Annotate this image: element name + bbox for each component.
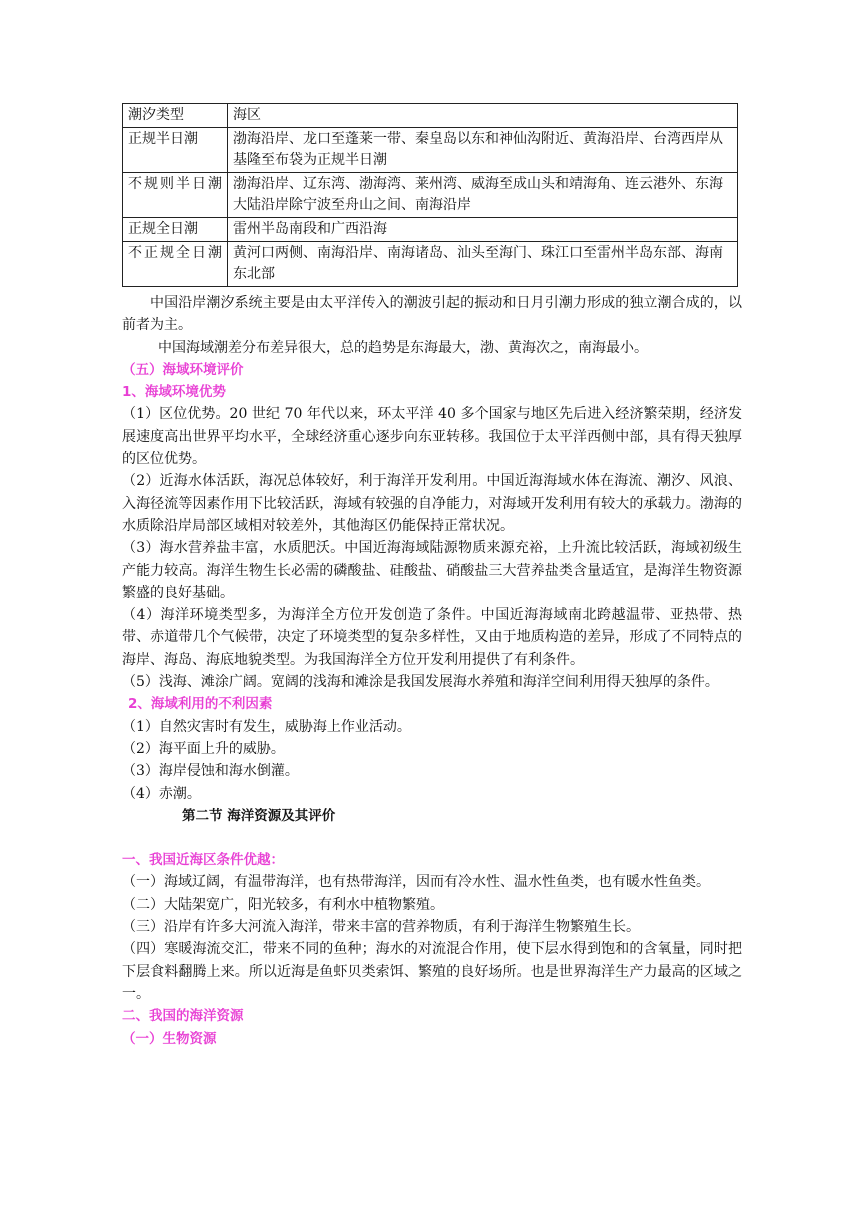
table-header-cell: 海区 [228, 104, 738, 128]
table-header-row [123, 104, 738, 128]
list-item: （四）寒暖海流交汇，带来不同的鱼种；海水的对流混合作用，使下层水得到饱和的含氧量，同时把下层食料翻腾上来。所以近海是鱼虾贝类索饵、繁殖的良好场所。也是世界海洋生产力最高的区域之一。 [122, 941, 742, 1002]
spacer [122, 827, 742, 849]
table-cell-type: 正规半日潮 [123, 128, 228, 173]
table-row [123, 128, 738, 173]
section-title: 第二节 海洋资源及其评价 [182, 807, 336, 824]
table-row [123, 173, 738, 218]
subsection-heading: 1、海域环境优势 [122, 384, 226, 401]
list-item: （4）海洋环境类型多，为海洋全方位开发创造了条件。中国近海海域南北跨越温带、亚热带、热带、赤道带几个气候带，决定了环境类型的复杂多样性，又由于地质构造的差异，形成了不同特点的海岸、海岛、海底地貌类型。为我国海洋全方位开发利用提供了有利条件。 [122, 607, 742, 668]
list-item: （二）大陆架宽广，阳光较多，有利水中植物繁殖。 [122, 896, 444, 913]
list-item: （4）赤潮。 [122, 785, 201, 802]
table-header-cell: 潮汐类型 [123, 104, 228, 128]
list-item: （2）近海水体活跃，海况总体较好，利于海洋开发利用。中国近海海域水体在海流、潮汐、风浪、入海径流等因素作用下比较活跃，海域有较强的自净能力，对海域开发利用有较大的承载力。渤海的水质除沿岸局部区域相对较差外，其他海区仍能保持正常状况。 [122, 473, 742, 534]
list-item: （5）浅海、滩涂广阔。宽阔的浅海和滩涂是我国发展海水养殖和海洋空间利用得天独厚的条件。 [122, 674, 719, 691]
tide-type-table [122, 103, 738, 287]
table-row [123, 218, 738, 242]
section-heading: （五）海域环境评价 [122, 361, 244, 378]
list-item: （3）海岸侵蚀和海水倒灌。 [122, 763, 299, 780]
table-row [123, 242, 738, 287]
table-cell-type: 不规则半日潮 [123, 173, 228, 218]
list-item: （一）海域辽阔，有温带海洋，也有热带海洋，因而有冷水性、温水性鱼类，也有暖水性鱼类。 [122, 874, 710, 891]
subsection-heading: （一）生物资源 [122, 1030, 217, 1047]
list-item: （1）区位优势。20 世纪 70 年代以来，环太平洋 40 多个国家与地区先后进入经济繁荣期，经济发展速度高出世界平均水平，全球经济重心逐步向东亚转移。我国位于太平洋西侧中部，具有得天独厚的区位优势。 [122, 406, 742, 468]
table-cell-type: 正规全日潮 [123, 218, 228, 242]
table-cell-area: 黄河口两侧、南海沿岸、南海诸岛、汕头至海门、珠江口至雷州半岛东部、海南东北部 [228, 242, 738, 287]
list-item: （三）沿岸有许多大河流入海洋，带来丰富的营养物质，有利于海洋生物繁殖生长。 [122, 919, 640, 936]
table-cell-area: 渤海沿岸、龙口至蓬莱一带、秦皇岛以东和神仙沟附近、黄海沿岸、台湾西岸从基隆至布袋为正规半日潮 [228, 128, 738, 173]
part-heading: 一、我国近海区条件优越： [122, 852, 284, 869]
part-heading: 二、我国的海洋资源 [122, 1008, 244, 1025]
table-cell-area: 雷州半岛南段和广西沿海 [228, 218, 738, 242]
list-item: （2）海平面上升的威胁。 [122, 740, 285, 757]
list-item: （1）自然灾害时有发生，威胁海上作业活动。 [122, 718, 411, 735]
paragraph-tide-range: 中国海域潮差分布差异很大，总的趋势是东海最大，渤、黄海次之，南海最小。 [158, 339, 648, 356]
table-cell-area: 渤海沿岸、辽东湾、渤海湾、莱州湾、威海至成山头和靖海角、连云港外、东海大陆沿岸除宁波至舟山之间、南海沿岸 [228, 173, 738, 218]
paragraph-tide-system: 中国沿岸潮汐系统主要是由太平洋传入的潮波引起的振动和日月引潮力形成的独立潮合成的，以前者为主。 [122, 295, 742, 334]
list-item: （3）海水营养盐丰富，水质肥沃。中国近海海域陆源物质来源充裕，上升流比较活跃，海域初级生产能力较高。海洋生物生长必需的磷酸盐、硅酸盐、硝酸盐三大营养盐类含量适宜，是海洋生物资源繁盛的良好基础。 [122, 540, 742, 601]
subsection-heading: 2、海域利用的不利因素 [128, 696, 273, 713]
document-body [122, 292, 742, 1050]
table-cell-type: 不正规全日潮 [123, 242, 228, 287]
